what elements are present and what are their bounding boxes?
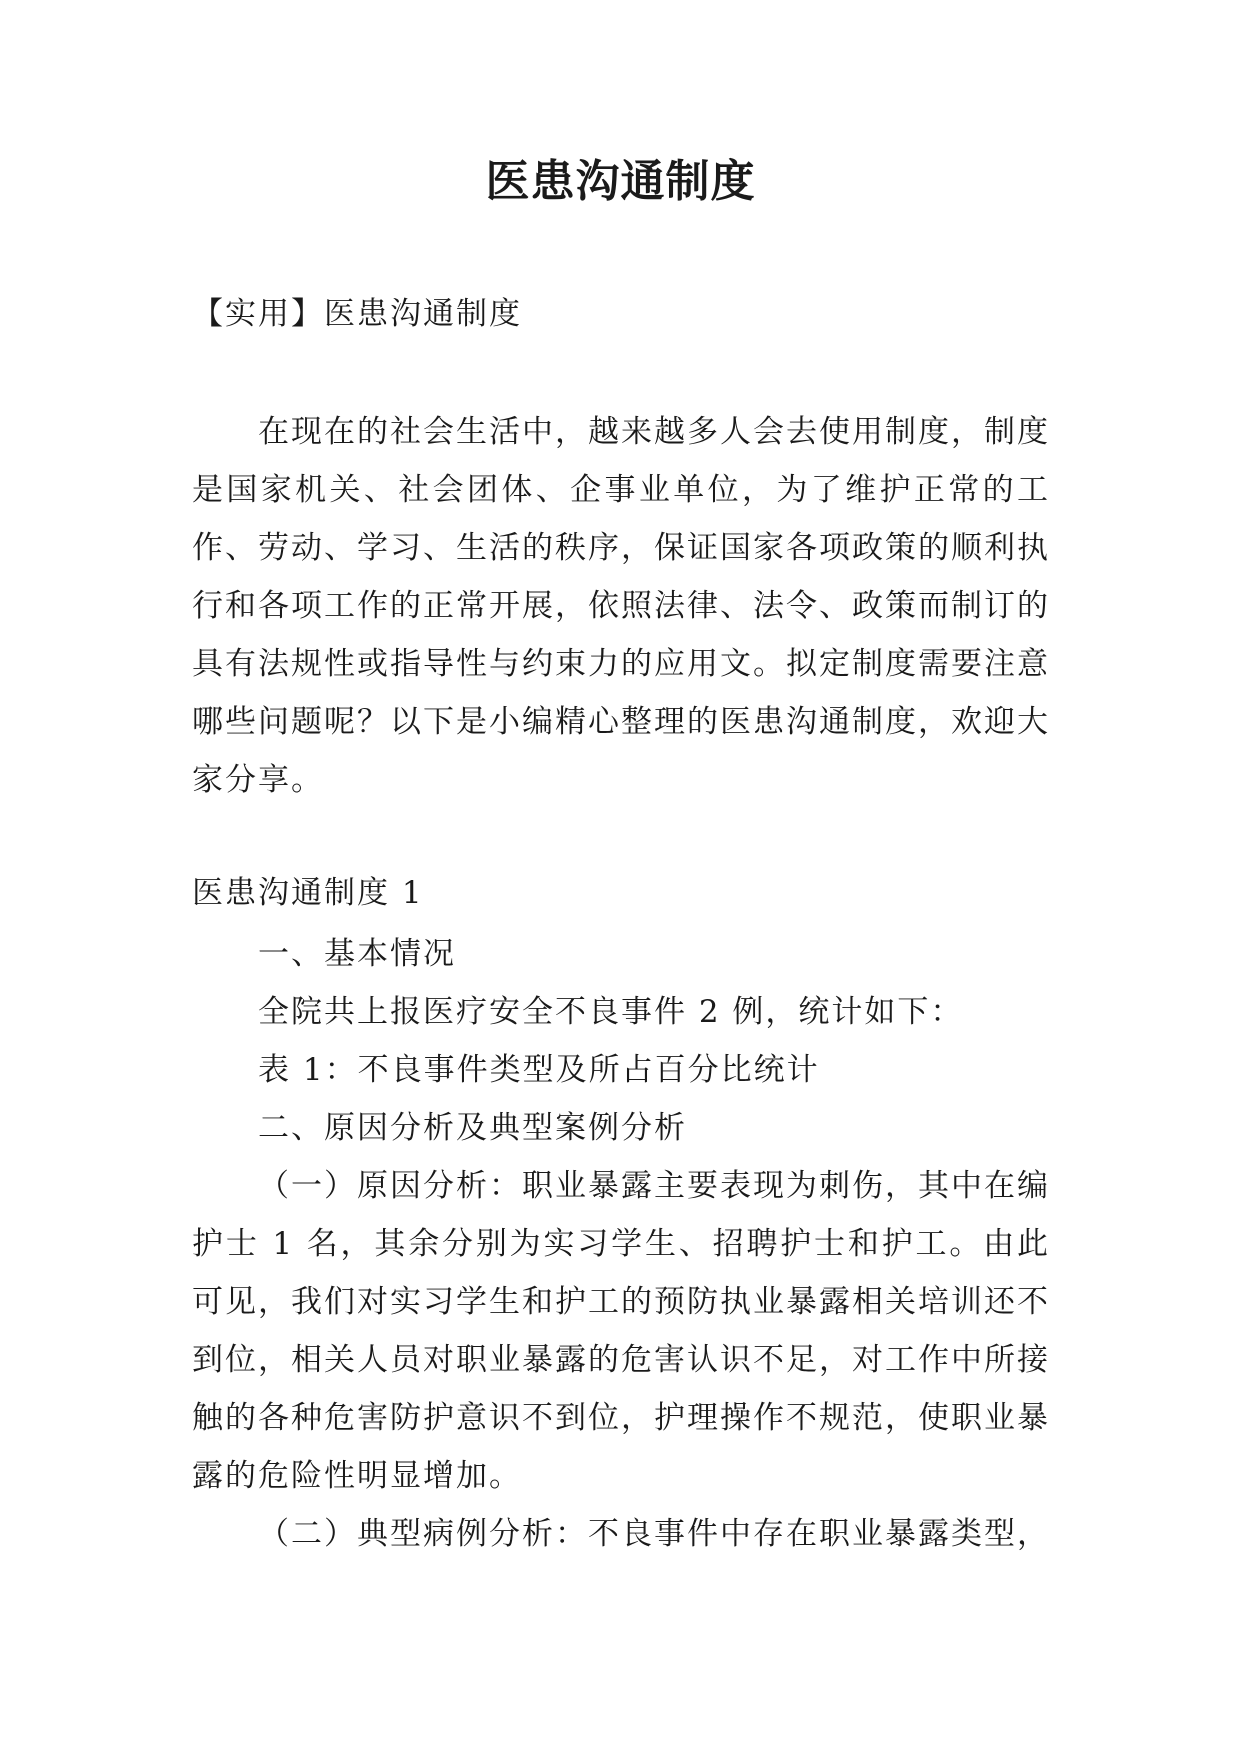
subtitle-text: 【实用】医患沟通制度 [192, 296, 522, 332]
heading-basic-situation: 一、基本情况 [258, 936, 456, 972]
report-summary: 全院共上报医疗安全不良事件 2 例，统计如下： [258, 994, 964, 1030]
document-title: 医患沟通制度 [485, 156, 756, 207]
section-body [192, 925, 1050, 1563]
document-subtitle [192, 285, 1050, 343]
cause-analysis-paragraph: （一）原因分析：职业暴露主要表现为刺伤，其中在编护士 1 名，其余分别为实习学生、招聘护士和护工。由此可见，我们对实习学生和护工的预防执业暴露相关培训还不到位，相关人员对职业暴露的危害认识不足，对工作中所接触的各种危害防护意识不到位，护理操作不规范，使职业暴露的危险性明显增加。 [192, 1168, 1050, 1494]
section-heading [192, 864, 1050, 922]
heading-cause-analysis: 二、原因分析及典型案例分析 [258, 1110, 687, 1146]
case-analysis-paragraph: （二）典型病例分析：不良事件中存在职业暴露类型， [258, 1516, 1050, 1552]
table-caption: 表 1：不良事件类型及所占百分比统计 [258, 1052, 820, 1088]
intro-paragraph: 在现在的社会生活中，越来越多人会去使用制度，制度是国家机关、社会团体、企事业单位，为了维护正常的工作、劳动、学习、生活的秩序，保证国家各项政策的顺利执行和各项工作的正常开展，依照法律、法令、政策而制订的具有法规性或指导性与约束力的应用文。拟定制度需要注意哪些问题呢？以下是小编精心整理的医患沟通制度，欢迎大家分享。 [192, 414, 1050, 798]
section-heading-text: 医患沟通制度 1 [192, 875, 424, 911]
intro-section [192, 403, 1050, 809]
